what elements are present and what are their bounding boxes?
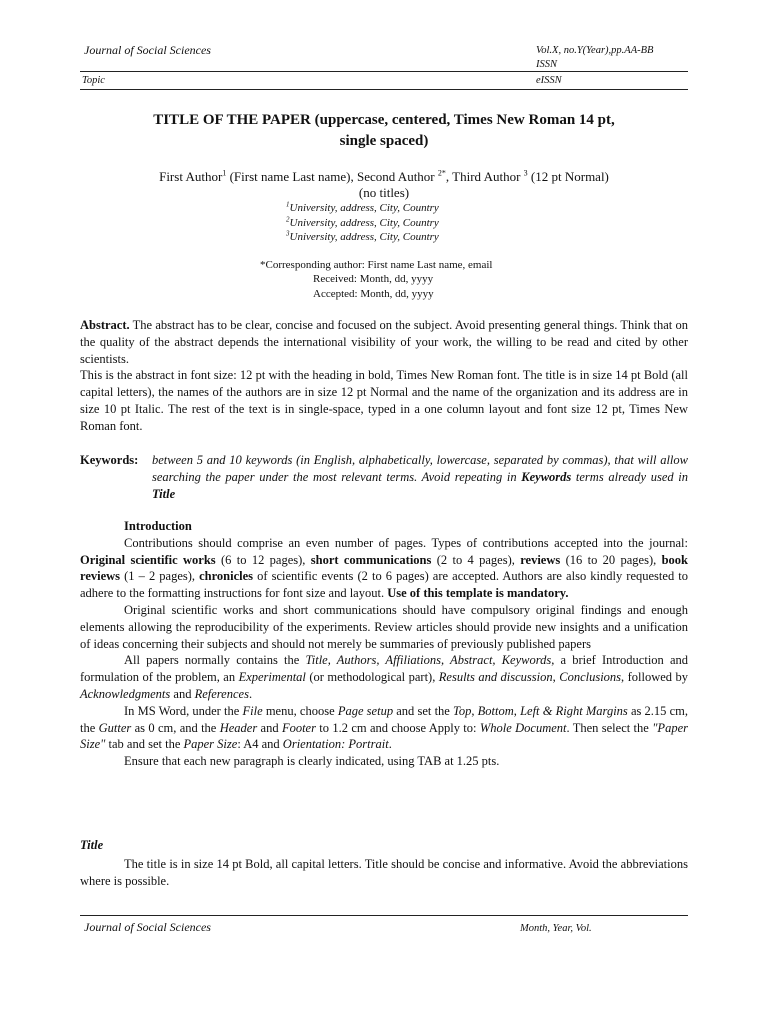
intro-p3-i4: Conclusions (559, 670, 622, 685)
title-section-paragraph: The title is in size 14 pt Bold, all capital letters. Title should be concise and informative. Avoid the abbreviations where is possible. (80, 856, 688, 888)
author-size-note: (12 pt Normal) (527, 169, 609, 184)
intro-p4-i3: Top (453, 703, 472, 718)
intro-p4-k: . Then select the (566, 720, 653, 735)
intro-p1-d: (2 to 4 pages), (431, 552, 521, 567)
intro-p4-i6: Gutter (98, 720, 132, 735)
author-third-sup: 3 (523, 168, 528, 178)
affiliation-3 (286, 230, 546, 245)
intro-p1-b1: Original scientific works (80, 552, 216, 567)
received-date: Received: Month, dd, yyyy (313, 273, 434, 285)
intro-p3-i5: Acknowledgments (80, 686, 171, 701)
header-topic: Topic (82, 75, 105, 86)
affiliation-3-sup: 3 (286, 229, 290, 238)
intro-p4-i8: Footer (281, 720, 316, 735)
abstract-paragraph-1 (80, 317, 688, 367)
footer-journal-name: Journal of Social Sciences (84, 920, 211, 934)
header-volume: Vol.X, no.Y(Year),pp.AA-BB (536, 45, 654, 56)
author-first-sup: 1 (222, 168, 227, 178)
author-first: First Author (159, 169, 223, 184)
author-third: , Third Author (445, 169, 524, 184)
intro-p1-e: (16 to 20 pages), (560, 552, 662, 567)
intro-p4-j: to 1.2 cm and choose Apply to: (315, 720, 480, 735)
intro-p4-i10: "Paper Size" (80, 720, 688, 752)
affiliation-2 (286, 216, 546, 231)
abstract-section (80, 317, 688, 435)
intro-p4-i1: File (242, 703, 263, 718)
intro-p3-i3: Results and discussion (438, 670, 553, 685)
intro-p3-g: . (248, 686, 253, 701)
author-second-sup: 2* (437, 168, 446, 178)
intro-p3-i1: Title, Authors, Affiliations, Abstract, Keywords (305, 653, 552, 668)
authors-line (80, 168, 688, 185)
introduction-paragraph-2: Original scientific works and short communications should have compulsory original findings and enough elements allowing the reproducibility of the experiments. Review articles should provide new insights and a unification of ideas concerning their subjects and should not merely be summaries of previously published papers (80, 602, 688, 651)
affiliation-1 (286, 201, 546, 216)
keywords-text (152, 452, 688, 502)
keywords-text-1: between 5 and 10 keywords (in English, alphabetically, lowercase, separated by commas), that will allow searching the paper under the most relevant terms. Avoid repeating in (152, 453, 688, 484)
intro-p1-b5: chronicles (199, 569, 254, 584)
intro-p1-b3: reviews (520, 552, 561, 567)
keywords-label: Keywords: (80, 453, 139, 467)
header-eissn: eISSN (536, 75, 562, 86)
title-section (80, 837, 688, 889)
affiliation-2-text: University, address, City, Country (289, 216, 439, 229)
keywords-section (80, 452, 688, 502)
keywords-bold-1: Keywords (521, 469, 572, 484)
affiliations (286, 201, 546, 245)
introduction-paragraph-3 (80, 652, 688, 702)
intro-p1-c: (6 to 12 pages), (215, 552, 311, 567)
intro-p4-l: tab and set the (105, 737, 184, 752)
intro-p4-c: and set the (393, 703, 454, 718)
header-issn: ISSN (536, 59, 557, 70)
intro-p3-b: , a brief Introduction and formulation of the problem, an (80, 653, 689, 685)
affiliation-3-text: University, address, City, Country (289, 231, 439, 243)
intro-p3-e: , followed by (621, 670, 689, 685)
intro-p1-b4: book reviews (80, 552, 688, 584)
intro-p3-i6: References (194, 686, 249, 701)
intro-p4-i12: Orientation: Portrait (282, 737, 389, 752)
paper-title-line-1: TITLE OF THE PAPER (uppercase, centered, Times New Roman 14 pt, (153, 112, 615, 128)
intro-p4-i11: Paper Size (183, 737, 238, 752)
no-titles-note: (no titles) (358, 185, 410, 200)
intro-p4-f: as 2.15 cm, the (80, 703, 689, 735)
introduction-paragraph-1 (80, 535, 688, 602)
footer-date: Month, Year, Vol. (520, 923, 592, 934)
author-note: (First name Last name), Second Author (226, 169, 438, 184)
introduction-paragraph-4 (80, 703, 688, 753)
header-divider-bottom (80, 89, 688, 90)
corresponding-author: *Corresponding author: First name Last name, email (260, 259, 493, 271)
abstract-text-1: The abstract has to be clear, concise and focused on the subject. Avoid presenting general things. Think that on the quality of the abstract depends the international visibility of your work, the willing to be read and cited by other scientists. (80, 318, 688, 366)
affiliation-1-text: University, address, City, Country (289, 202, 439, 214)
intro-p4-d: , (471, 703, 478, 718)
intro-p3-a: All papers normally contains the (124, 653, 306, 668)
accepted-date: Accepted: Month, dd, yyyy (313, 288, 434, 300)
affiliation-1-sup: 1 (286, 200, 290, 209)
intro-p1-b2: short communications (310, 552, 432, 567)
intro-p1-a: Contributions should comprise an even number of pages. Types of contributions accepted into the journal: (124, 535, 688, 550)
affiliation-2-sup: 2 (286, 214, 290, 223)
intro-p3-i2: Experimental (238, 670, 306, 685)
header-journal-name: Journal of Social Sciences (84, 43, 211, 57)
intro-p4-i7: Header (219, 720, 258, 735)
intro-p1-g: of scientific events (2 to 6 pages) are accepted. Authors are also kindly requested to adhere to the formatting instructions for font size and layout. (80, 569, 688, 601)
intro-p4-i5: Left & Right Margins (520, 703, 628, 718)
intro-p1-f: (1 – 2 pages), (120, 569, 200, 584)
intro-p4-a: In MS Word, under the (124, 703, 243, 718)
keywords-text-2: terms already used in (571, 469, 688, 484)
intro-p4-n: . (388, 737, 392, 752)
intro-p4-i4: Bottom (477, 703, 514, 718)
intro-p4-h: and (257, 720, 282, 735)
intro-p3-f: and (170, 686, 195, 701)
intro-p3-d: , (552, 670, 560, 685)
abstract-label: Abstract. (80, 318, 130, 332)
keywords-bold-2: Title (152, 486, 176, 501)
paper-title (80, 110, 688, 152)
intro-p4-b: menu, choose (262, 703, 338, 718)
introduction-section (80, 518, 688, 770)
intro-p4-i9: Whole Document (479, 720, 567, 735)
intro-p4-i2: Page setup (337, 703, 394, 718)
intro-p4-e: , (513, 703, 521, 718)
introduction-heading: Introduction (124, 519, 192, 533)
title-section-heading: Title (80, 838, 104, 852)
footer-divider (80, 915, 688, 916)
abstract-paragraph-2: This is the abstract in font size: 12 pt with the heading in bold, Times New Roman font. The title is in size 14 pt Bold (all capital letters), the names of the authors are in size 12 pt Normal and the name of the organization and its address are in size 10 pt Italic. The rest of the text is in single-space, typed in a one column layout and font size 12 pt, Times New Roman font. (80, 368, 688, 433)
header-divider (80, 71, 688, 72)
introduction-paragraph-5: Ensure that each new paragraph is clearly indicated, using TAB at 1.25 pts. (124, 754, 500, 769)
intro-p3-c: (or methodological part), (305, 670, 439, 685)
paper-title-line-2: single spaced) (339, 133, 429, 149)
intro-p1-b6: Use of this template is mandatory. (387, 586, 569, 601)
intro-p4-m: : A4 and (237, 737, 283, 752)
intro-p4-g: as 0 cm, and the (131, 720, 220, 735)
